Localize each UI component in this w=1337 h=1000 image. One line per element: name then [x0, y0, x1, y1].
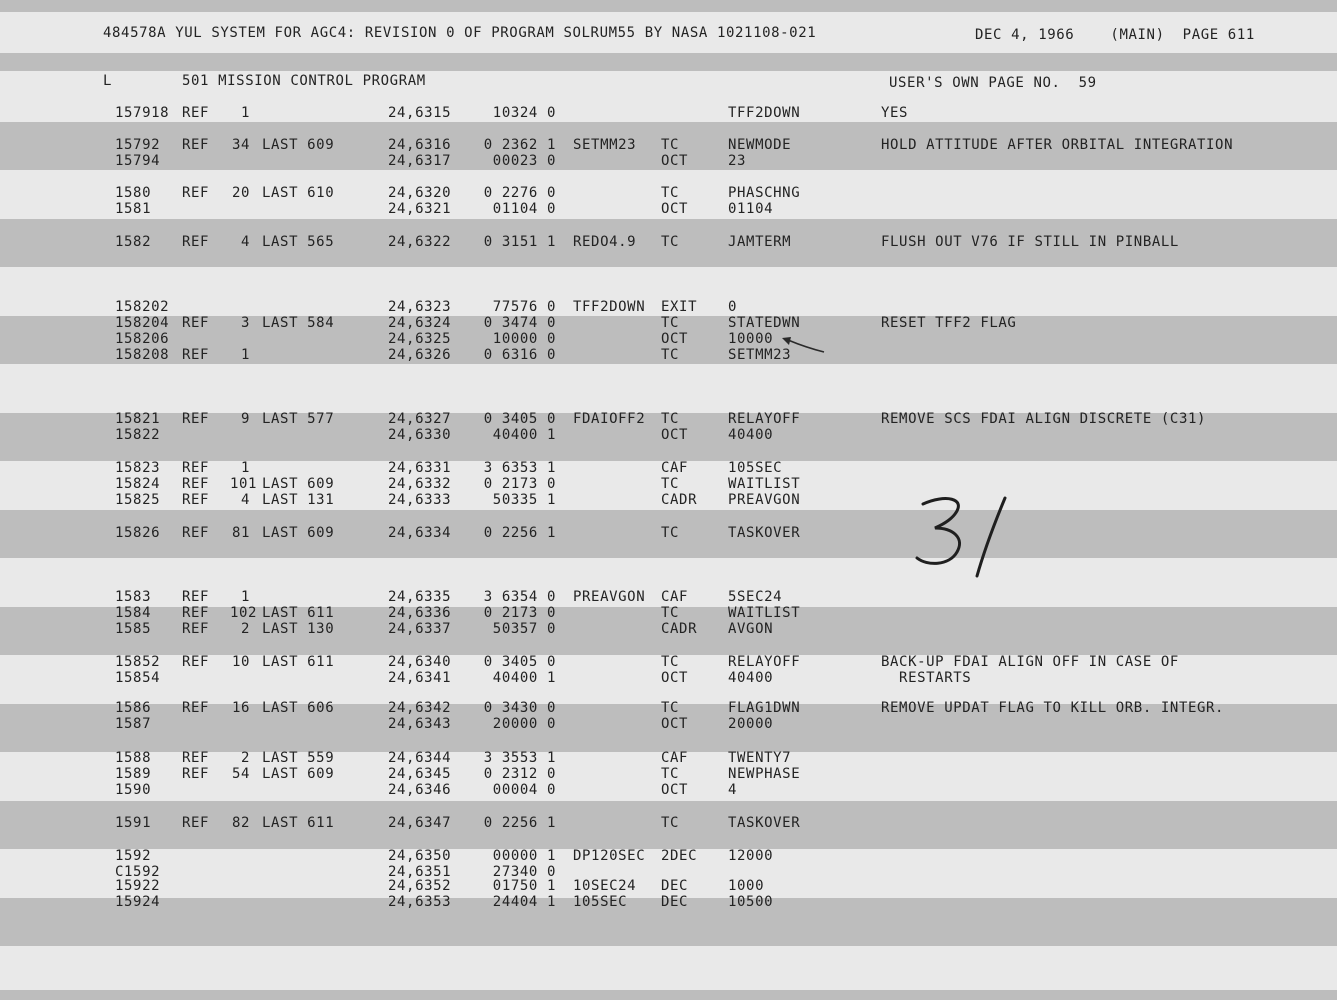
operand: WAITLIST	[728, 605, 801, 621]
ref-count: 2	[240, 750, 250, 766]
last-ref: LAST 565	[262, 234, 335, 250]
sequence-number: 158208	[115, 347, 170, 363]
sequence-number: 15824	[115, 476, 161, 492]
operand: 12000	[728, 848, 774, 864]
symbol-label: SETMM23	[573, 137, 637, 153]
memory-address: 24,6336	[388, 605, 452, 621]
memory-address: 24,6323	[388, 299, 452, 315]
memory-address: 24,6326	[388, 347, 452, 363]
ref-count: 34	[231, 137, 250, 153]
opcode: CAF	[661, 589, 689, 605]
listing-line	[0, 782, 1337, 798]
memory-address: 24,6334	[388, 525, 452, 541]
memory-address: 24,6347	[388, 815, 452, 831]
comment: REMOVE UPDAT FLAG TO KILL ORB. INTEGR.	[881, 700, 1225, 716]
comment: REMOVE SCS FDAI ALIGN DISCRETE (C31)	[881, 411, 1207, 427]
opcode: TC	[661, 815, 680, 831]
opcode: OCT	[661, 782, 689, 798]
ref-marker: REF	[182, 815, 210, 831]
memory-address: 24,6331	[388, 460, 452, 476]
operand: JAMTERM	[728, 234, 792, 250]
opcode: OCT	[661, 153, 689, 169]
operand: 10000	[728, 331, 774, 347]
ref-count: 102	[230, 605, 258, 621]
opcode: TC	[661, 315, 680, 331]
ref-marker: REF	[182, 589, 210, 605]
octal-value: 0 2276 0	[483, 185, 556, 201]
sequence-number: 1590	[115, 782, 152, 798]
opcode: TC	[661, 700, 680, 716]
octal-value: 0 2312 0	[483, 766, 556, 782]
octal-value: 0 3405 0	[483, 654, 556, 670]
memory-address: 24,6320	[388, 185, 452, 201]
operand: TFF2DOWN	[728, 105, 801, 121]
user-page-number: USER'S OWN PAGE NO. 59	[889, 75, 1097, 91]
octal-value: 0 3474 0	[483, 315, 556, 331]
operand: RELAYOFF	[728, 654, 801, 670]
sequence-number: 158206	[115, 331, 170, 347]
octal-value: 0 2362 1	[483, 137, 556, 153]
opcode: CAF	[661, 750, 689, 766]
sequence-number: 15821	[115, 411, 161, 427]
sequence-number: 1586	[115, 700, 152, 716]
operand: 4	[728, 782, 738, 798]
listing-line	[0, 894, 1337, 910]
ref-count: 1	[240, 460, 250, 476]
listing-line	[0, 605, 1337, 621]
listing-line	[0, 621, 1337, 637]
octal-value: 24404 1	[492, 894, 556, 910]
sequence-number: 1580	[115, 185, 152, 201]
octal-value: 0 2173 0	[483, 476, 556, 492]
sequence-number: 15924	[115, 894, 161, 910]
octal-value: 01104 0	[492, 201, 556, 217]
operand: STATEDWN	[728, 315, 801, 331]
octal-value: 00004 0	[492, 782, 556, 798]
symbol-label: DP120SEC	[573, 848, 646, 864]
memory-address: 24,6344	[388, 750, 452, 766]
opcode: TC	[661, 137, 680, 153]
listing-line	[0, 589, 1337, 605]
ref-count: 9	[240, 411, 250, 427]
memory-address: 24,6333	[388, 492, 452, 508]
last-ref: LAST 577	[262, 411, 335, 427]
octal-value: 00000 1	[492, 848, 556, 864]
program-title: 501 MISSION CONTROL PROGRAM	[182, 73, 426, 89]
octal-value: 00023 0	[492, 153, 556, 169]
sequence-number: 15854	[115, 670, 161, 686]
octal-value: 20000 0	[492, 716, 556, 732]
memory-address: 24,6332	[388, 476, 452, 492]
ref-count: 1	[240, 589, 250, 605]
octal-value: 0 2256 1	[483, 815, 556, 831]
octal-value: 0 3151 1	[483, 234, 556, 250]
opcode: TC	[661, 185, 680, 201]
ref-marker: REF	[182, 700, 210, 716]
memory-address: 24,6345	[388, 766, 452, 782]
ref-count: 16	[231, 700, 250, 716]
opcode: TC	[661, 347, 680, 363]
listing-line	[0, 201, 1337, 217]
ref-count: 54	[231, 766, 250, 782]
octal-value: 40400 1	[492, 427, 556, 443]
ref-count: 1	[240, 105, 250, 121]
ref-count: 1	[240, 347, 250, 363]
octal-value: 3 6353 1	[483, 460, 556, 476]
comment: YES	[881, 105, 909, 121]
operand: 40400	[728, 427, 774, 443]
opcode: OCT	[661, 331, 689, 347]
ref-marker: REF	[182, 476, 210, 492]
memory-address: 24,6350	[388, 848, 452, 864]
operand: TWENTY7	[728, 750, 792, 766]
opcode: TC	[661, 476, 680, 492]
last-ref: LAST 130	[262, 621, 335, 637]
opcode: TC	[661, 234, 680, 250]
last-ref: LAST 606	[262, 700, 335, 716]
memory-address: 24,6316	[388, 137, 452, 153]
ref-marker: REF	[182, 605, 210, 621]
comment: HOLD ATTITUDE AFTER ORBITAL INTEGRATION	[881, 137, 1234, 153]
symbol-label: FDAIOFF2	[573, 411, 646, 427]
octal-value: 0 3405 0	[483, 411, 556, 427]
opcode: TC	[661, 654, 680, 670]
symbol-label: PREAVGON	[573, 589, 646, 605]
operand: 0	[728, 299, 738, 315]
sequence-number: 15794	[115, 153, 161, 169]
operand: PHASCHNG	[728, 185, 801, 201]
ref-marker: REF	[182, 525, 210, 541]
handwritten-arrow	[778, 332, 826, 358]
listing-line	[0, 411, 1337, 427]
opcode: CADR	[661, 621, 698, 637]
ref-marker: REF	[182, 492, 210, 508]
memory-address: 24,6322	[388, 234, 452, 250]
operand: SETMM23	[728, 347, 792, 363]
sequence-number: 15823	[115, 460, 161, 476]
operand: 5SEC24	[728, 589, 783, 605]
ref-marker: REF	[182, 347, 210, 363]
sequence-number: 1585	[115, 621, 152, 637]
last-ref: LAST 609	[262, 137, 335, 153]
memory-address: 24,6351	[388, 864, 452, 880]
operand: 23	[728, 153, 747, 169]
ref-count: 4	[240, 234, 250, 250]
last-ref: LAST 609	[262, 766, 335, 782]
memory-address: 24,6330	[388, 427, 452, 443]
memory-address: 24,6343	[388, 716, 452, 732]
listing-line	[0, 815, 1337, 831]
listing-line	[0, 878, 1337, 894]
listing-line	[0, 848, 1337, 864]
sequence-number: C1592	[115, 864, 161, 880]
listing-line	[0, 234, 1337, 250]
memory-address: 24,6341	[388, 670, 452, 686]
listing-line	[0, 105, 1337, 121]
octal-value: 0 2256 1	[483, 525, 556, 541]
operand: PREAVGON	[728, 492, 801, 508]
ref-marker: REF	[182, 766, 210, 782]
operand: 40400	[728, 670, 774, 686]
listing-line	[0, 315, 1337, 331]
handwritten-page-number	[905, 492, 1015, 582]
opcode: EXIT	[661, 299, 698, 315]
listing-line	[0, 427, 1337, 443]
octal-value: 50335 1	[492, 492, 556, 508]
sequence-number: 15825	[115, 492, 161, 508]
listing-line	[0, 670, 1337, 686]
listing-line	[0, 492, 1337, 508]
last-ref: LAST 610	[262, 185, 335, 201]
opcode: 2DEC	[661, 848, 698, 864]
last-ref: LAST 611	[262, 605, 335, 621]
ref-marker: REF	[182, 185, 210, 201]
opcode: TC	[661, 766, 680, 782]
sequence-number: 1588	[115, 750, 152, 766]
ref-marker: REF	[182, 750, 210, 766]
octal-value: 50357 0	[492, 621, 556, 637]
comment: RESTARTS	[881, 670, 972, 686]
symbol-label: REDO4.9	[573, 234, 637, 250]
sequence-number: 157918	[115, 105, 170, 121]
last-ref: LAST 131	[262, 492, 335, 508]
memory-address: 24,6346	[388, 782, 452, 798]
memory-address: 24,6317	[388, 153, 452, 169]
sequence-number: 15826	[115, 525, 161, 541]
ref-count: 2	[240, 621, 250, 637]
symbol-label: 10SEC24	[573, 878, 637, 894]
ref-marker: REF	[182, 411, 210, 427]
sequence-number: 1592	[115, 848, 152, 864]
ref-count: 10	[231, 654, 250, 670]
octal-value: 10000 0	[492, 331, 556, 347]
operand: AVGON	[728, 621, 774, 637]
operand: FLAG1DWN	[728, 700, 801, 716]
opcode: OCT	[661, 716, 689, 732]
listing-header-right: DEC 4, 1966 (MAIN) PAGE 611	[975, 27, 1255, 43]
ref-marker: REF	[182, 460, 210, 476]
operand: WAITLIST	[728, 476, 801, 492]
ref-count: 3	[240, 315, 250, 331]
symbol-label: 105SEC	[573, 894, 628, 910]
listing-line	[0, 525, 1337, 541]
octal-value: 0 2173 0	[483, 605, 556, 621]
memory-address: 24,6353	[388, 894, 452, 910]
operand: 105SEC	[728, 460, 783, 476]
ref-count: 82	[231, 815, 250, 831]
octal-value: 0 6316 0	[483, 347, 556, 363]
comment: RESET TFF2 FLAG	[881, 315, 1017, 331]
ref-marker: REF	[182, 315, 210, 331]
ref-marker: REF	[182, 621, 210, 637]
memory-address: 24,6352	[388, 878, 452, 894]
operand: TASKOVER	[728, 815, 801, 831]
listing-line	[0, 347, 1337, 363]
sequence-number: 1583	[115, 589, 152, 605]
memory-address: 24,6324	[388, 315, 452, 331]
comment: FLUSH OUT V76 IF STILL IN PINBALL	[881, 234, 1179, 250]
sequence-number: 15852	[115, 654, 161, 670]
last-ref: LAST 559	[262, 750, 335, 766]
opcode: CAF	[661, 460, 689, 476]
opcode: OCT	[661, 670, 689, 686]
opcode: TC	[661, 605, 680, 621]
memory-address: 24,6321	[388, 201, 452, 217]
octal-value: 3 3553 1	[483, 750, 556, 766]
symbol-label: TFF2DOWN	[573, 299, 646, 315]
octal-value: 3 6354 0	[483, 589, 556, 605]
last-ref: LAST 584	[262, 315, 335, 331]
listing-line	[0, 299, 1337, 315]
listing-line	[0, 185, 1337, 201]
last-ref: LAST 609	[262, 525, 335, 541]
sequence-number: 158204	[115, 315, 170, 331]
page-marker: L	[103, 73, 113, 89]
listing-line	[0, 137, 1337, 153]
operand: 10500	[728, 894, 774, 910]
ref-count: 20	[231, 185, 250, 201]
sequence-number: 15922	[115, 878, 161, 894]
sequence-number: 1589	[115, 766, 152, 782]
listing-line	[0, 460, 1337, 476]
listing-line	[0, 331, 1337, 347]
sequence-number: 15822	[115, 427, 161, 443]
sequence-number: 1584	[115, 605, 152, 621]
octal-value: 27340 0	[492, 864, 556, 880]
memory-address: 24,6325	[388, 331, 452, 347]
opcode: DEC	[661, 878, 689, 894]
operand: NEWPHASE	[728, 766, 801, 782]
ref-count: 81	[231, 525, 250, 541]
sequence-number: 1581	[115, 201, 152, 217]
operand: RELAYOFF	[728, 411, 801, 427]
opcode: CADR	[661, 492, 698, 508]
listing-line	[0, 654, 1337, 670]
memory-address: 24,6342	[388, 700, 452, 716]
octal-value: 01750 1	[492, 878, 556, 894]
ref-count: 101	[230, 476, 258, 492]
ref-count: 4	[240, 492, 250, 508]
operand: 20000	[728, 716, 774, 732]
ref-marker: REF	[182, 234, 210, 250]
octal-value: 10324 0	[492, 105, 556, 121]
listing-line	[0, 700, 1337, 716]
sequence-number: 1587	[115, 716, 152, 732]
ref-marker: REF	[182, 654, 210, 670]
operand: 1000	[728, 878, 765, 894]
octal-value: 77576 0	[492, 299, 556, 315]
sequence-number: 1582	[115, 234, 152, 250]
opcode: OCT	[661, 427, 689, 443]
listing-line	[0, 716, 1337, 732]
last-ref: LAST 609	[262, 476, 335, 492]
opcode: TC	[661, 411, 680, 427]
memory-address: 24,6327	[388, 411, 452, 427]
memory-address: 24,6340	[388, 654, 452, 670]
comment: BACK-UP FDAI ALIGN OFF IN CASE OF	[881, 654, 1179, 670]
listing-header-left: 484578A YUL SYSTEM FOR AGC4: REVISION 0 OF PROGRAM SOLRUM55 BY NASA 1021108-021	[103, 25, 817, 41]
memory-address: 24,6337	[388, 621, 452, 637]
ref-marker: REF	[182, 137, 210, 153]
opcode: TC	[661, 525, 680, 541]
opcode: OCT	[661, 201, 689, 217]
listing-line	[0, 153, 1337, 169]
octal-value: 40400 1	[492, 670, 556, 686]
listing-line	[0, 750, 1337, 766]
sequence-number: 158202	[115, 299, 170, 315]
octal-value: 0 3430 0	[483, 700, 556, 716]
memory-address: 24,6335	[388, 589, 452, 605]
sequence-number: 1591	[115, 815, 152, 831]
operand: 01104	[728, 201, 774, 217]
operand: TASKOVER	[728, 525, 801, 541]
listing-line	[0, 476, 1337, 492]
operand: NEWMODE	[728, 137, 792, 153]
listing-line	[0, 766, 1337, 782]
last-ref: LAST 611	[262, 815, 335, 831]
opcode: DEC	[661, 894, 689, 910]
sequence-number: 15792	[115, 137, 161, 153]
memory-address: 24,6315	[388, 105, 452, 121]
ref-marker: REF	[182, 105, 210, 121]
last-ref: LAST 611	[262, 654, 335, 670]
